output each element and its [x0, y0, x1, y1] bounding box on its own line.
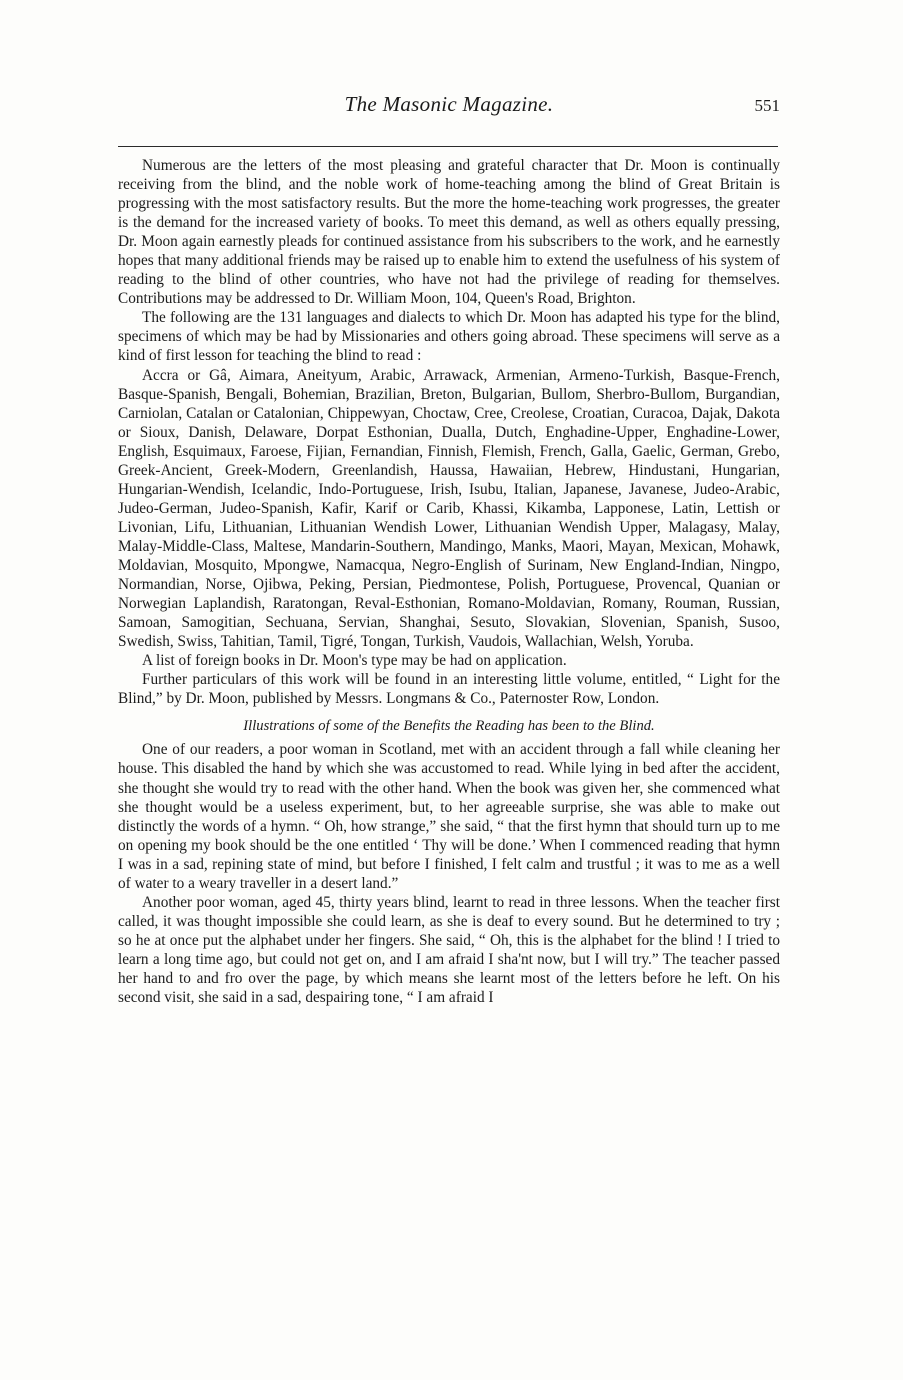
paragraph-further-particulars: Further particulars of this work will be found in an interesting little volume, entitled, “ Light for the Blind,” by Dr. Moon, published by Messrs. Longmans & Co., Paternoster Row, London. [118, 671, 780, 708]
paragraph-scotland-reader: One of our readers, a poor woman in Scotland, met with an accident through a fall while cleaning her house. This disabled the hand by which she was accustomed to read. While lying in bed after the accident, she thought she would try to read with the other hand. When the book was given her, she commenced what she thought would be a useless experiment, but, to her agreeable surprise, she was able to make out distinctly the words of a hymn. “ Oh, how strange,” she said, “ that the first hymn that should turn up to me on opening my book should be the one entitled ‘ Thy will be done.’ When I commenced reading that hymn I was in a sad, repining state of mind, but before I finished, I felt calm and trustful ; it was to me as a well of water to a weary traveller in a desert land.” [118, 741, 780, 892]
page-number: 551 [754, 96, 780, 115]
header-rule [118, 146, 778, 147]
article-body [118, 156, 780, 1007]
section-subheading: Illustrations of some of the Benefits the Reading has been to the Blind. [243, 718, 655, 735]
running-title: The Masonic Magazine. [344, 92, 554, 116]
paragraph-foreign-books: A list of foreign books in Dr. Moon's type may be had on application. [142, 652, 567, 670]
paragraph-languages-list: Accra or Gâ, Aimara, Aneityum, Arabic, Arrawack, Armenian, Armeno-Turkish, Basque-French, Basque-Spanish, Bengali, Bohemian, Brazilian, Breton, Bulgarian, Bullom, Sherbro-Bullom, Burgandian, Carniolan, Catalan or Catalonian, Chippewyan, Choctaw, Cree, Creolese, Croatian, Curacoa, Dajak, Dakota or Sioux, Danish, Delaware, Dorpat Esthonian, Dualla, Dutch, Enghadine-Upper, Enghadine-Lower, English, Esquimaux, Faroese, Fijian, Fernandian, Finnish, Flemish, French, Galla, Gaelic, German, Grebo, Greek-Ancient, Greek-Modern, Greenlandish, Haussa, Hawaiian, Hebrew, Hindustani, Hungarian, Hungarian-Wendish, Icelandic, Indo-Portuguese, Irish, Isubu, Italian, Japanese, Javanese, Judeo-Arabic, Judeo-German, Judeo-Spanish, Kafir, Karif or Carib, Khassi, Kikamba, Lapponese, Latin, Lettish or Livonian, Lifu, Lithuanian, Lithuanian Wendish Lower, Lithuanian Wendish Upper, Malagasy, Malay, Malay-Middle-Class, Maltese, Mandarin-Southern, Mandingo, Manks, Maori, Mayan, Mexican, Mohawk, Moldavian, Mosquito, Mpongwe, Namacqua, Negro-English of Surinam, New England-Indian, Ningpo, Normandian, Norse, Ojibwa, Peking, Persian, Piedmontese, Polish, Portuguese, Provencal, Quanian or Norwegian Laplandish, Raratongan, Reval-Esthonian, Romano-Moldavian, Romany, Rouman, Russian, Samoan, Samogitian, Sechuana, Servian, Shanghai, Sesuto, Slovakian, Slovenian, Spanish, Susoo, Swedish, Swiss, Tahitian, Tamil, Tigré, Tongan, Turkish, Vaudois, Wallachian, Welsh, Yoruba. [118, 366, 780, 651]
paragraph-letters: Numerous are the letters of the most pleasing and grateful character that Dr. Moon is continually receiving from the blind, and the noble work of home-teaching among the blind of Great Britain is progressing with the most satisfactory results. But the more the home-teaching work progresses, the greater is the demand for the increased variety of books. To meet this demand, as well as others equally pressing, Dr. Moon again earnestly pleads for continued assistance from his subscribers to the work, and he earnestly hopes that many additional friends may be raised up to enable him to extend the usefulness of his system of reading to the blind of other countries, who have not had the privilege of reading for themselves. Contributions may be addressed to Dr. William Moon, 104, Queen's Road, Brighton. [118, 157, 780, 308]
page-header [118, 88, 780, 128]
paragraph-second-woman: Another poor woman, aged 45, thirty years blind, learnt to read in three lessons. When the teacher first called, it was thought impossible she could learn, as she is deaf to every sound. But he determined to try ; so he at once put the alphabet under her fingers. She said, “ Oh, this is the alphabet for the blind ! I tried to learn a long time ago, but could not get on, and I am afraid I sha'nt now, but I will try.” The teacher passed her hand to and fro over the page, by which means she learnt most of the letters before he left. On his second visit, she said in a sad, despairing tone, “ I am afraid I [118, 893, 780, 1007]
paragraph-languages-intro: The following are the 131 languages and dialects to which Dr. Moon has adapted his type for the blind, specimens of which may be had by Missionaries and others going abroad. These specimens will serve as a kind of first lesson for teaching the blind to read : [118, 309, 780, 365]
